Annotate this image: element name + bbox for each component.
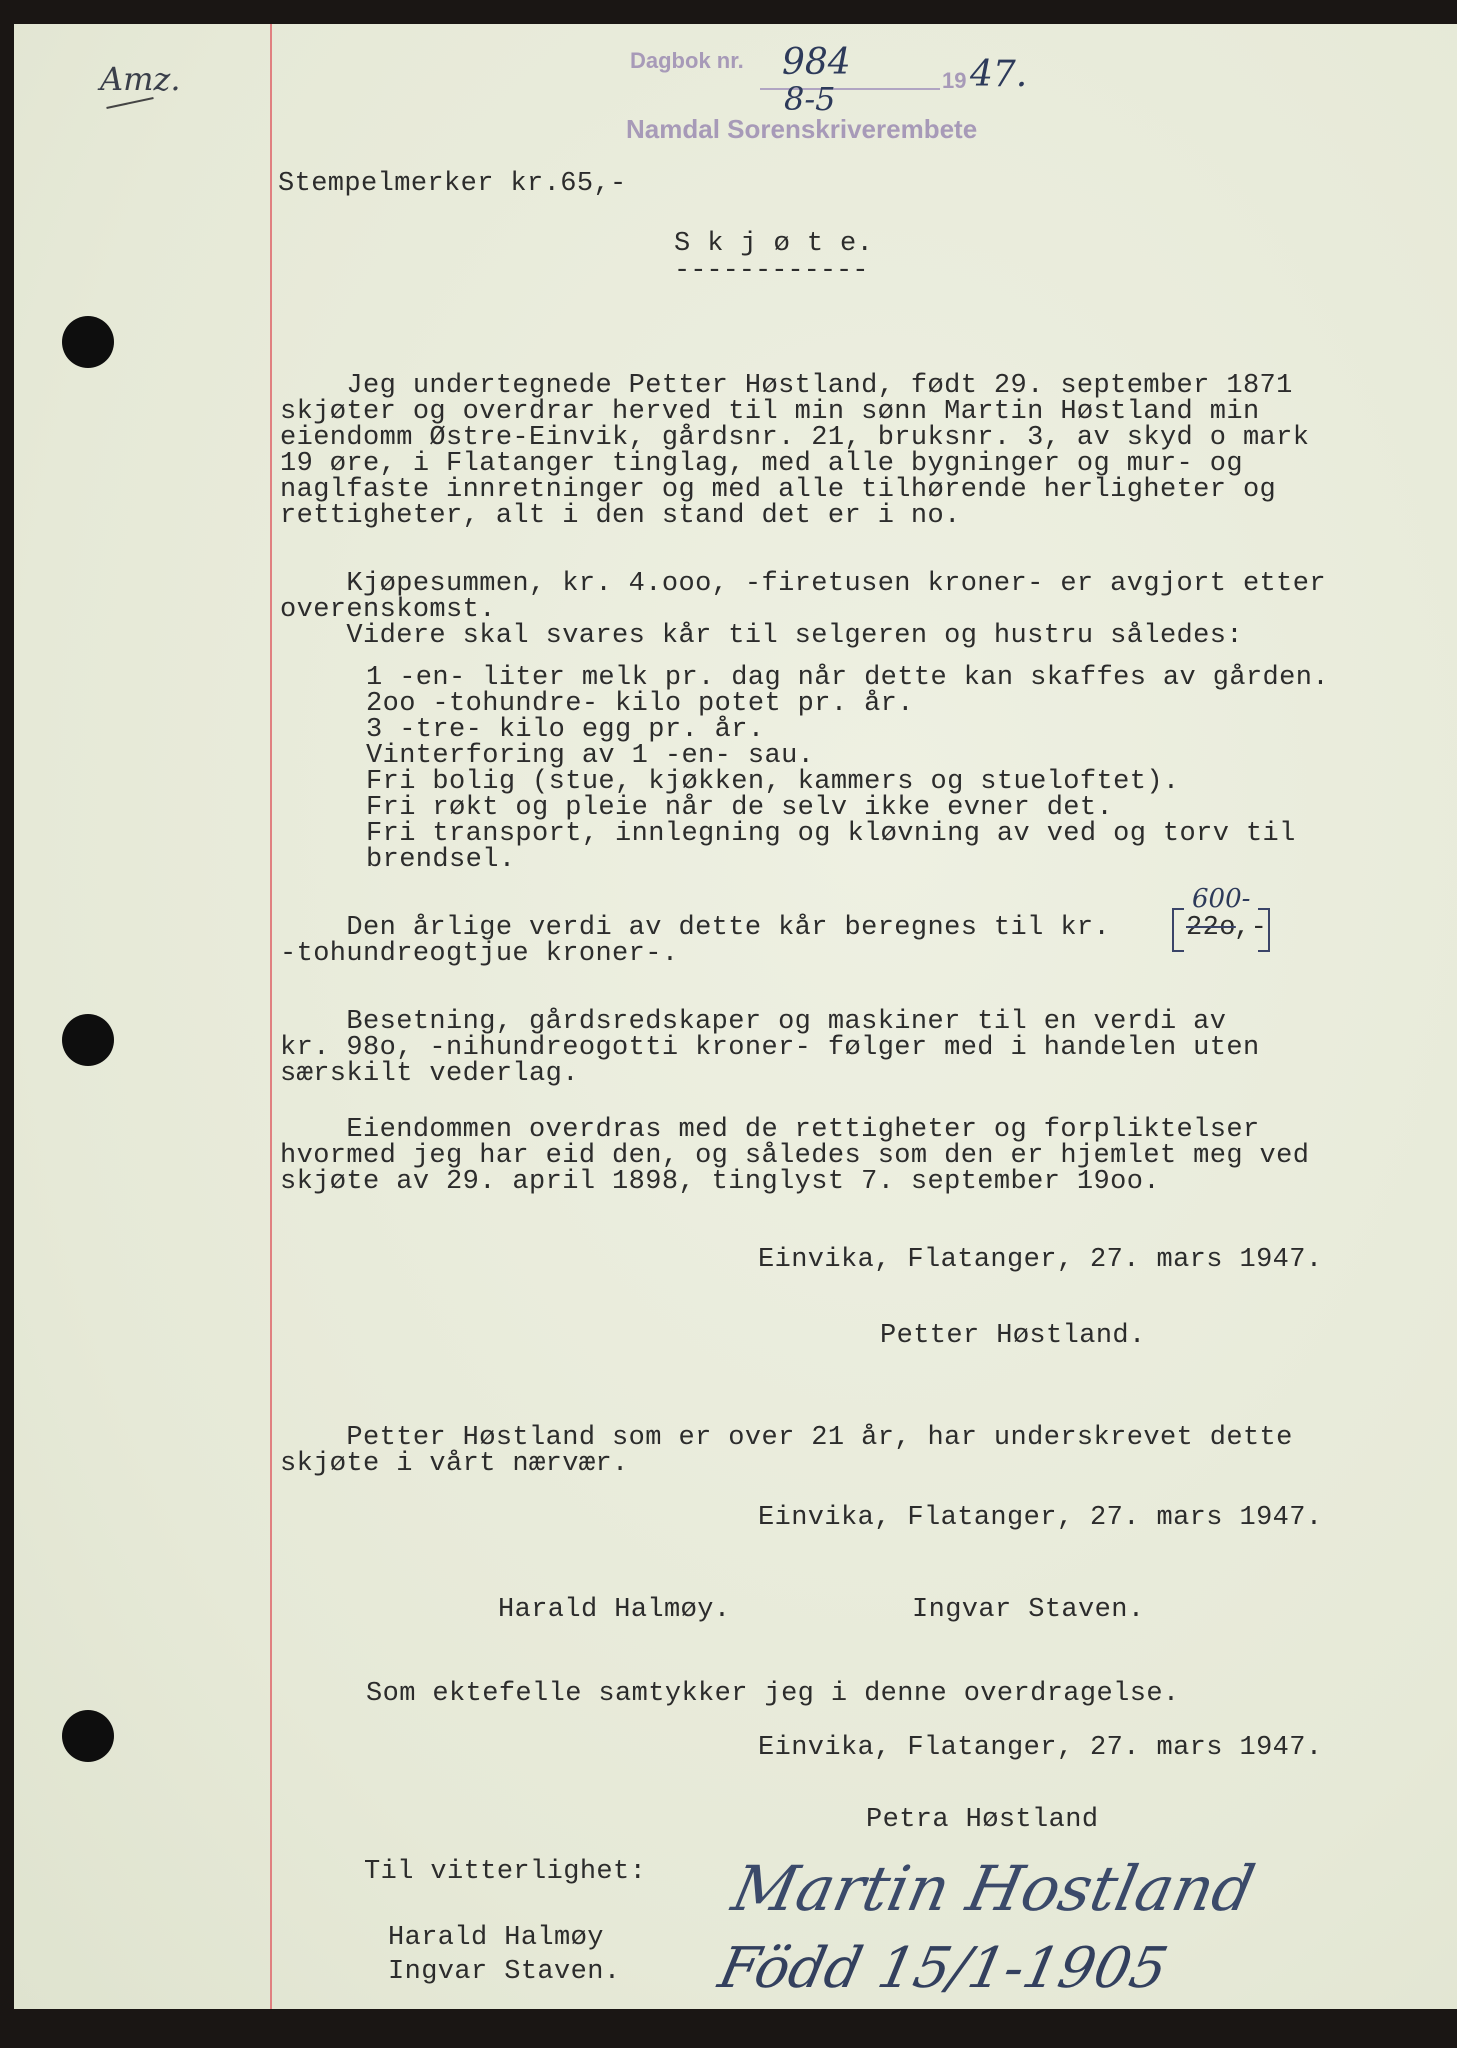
- stamp-duty: Stempelmerker kr.65,-: [278, 169, 627, 199]
- list-item: brendsel.: [366, 845, 516, 875]
- title-underline: ------------: [674, 256, 869, 286]
- attest-witness-1: Harald Halmøy: [388, 1923, 604, 1953]
- punch-hole: [62, 1014, 114, 1066]
- attest-witness-2: Ingvar Staven.: [388, 1957, 621, 1987]
- signature-seller: Petter Høstland.: [880, 1321, 1146, 1351]
- list-item: Fri bolig (stue, kjøkken, kammers og stueloftet).: [366, 767, 1180, 797]
- witness-statement-line-1: Petter Høstland som er over 21 år, har underskrevet dette: [280, 1423, 1293, 1453]
- list-item: 2oo -tohundre- kilo potet pr. år.: [366, 689, 914, 719]
- list-item: 1 -en- liter melk pr. dag når dette kan skaffes av gården.: [366, 663, 1329, 693]
- document-page: Amz. Dagbok nr. 984 8-5 19 47. Namdal Sorenskriverembete Stempelmerker kr.65,- S k j ø t e. ------------ Jeg undertegnede Petter Høstland, født 29. september 1871 skjøter og overdrar herved til min sønn Martin Høstland min eiendomm Østre-Einvik, gårdsnr. 21, bruksnr. 3, av skyd o mark 19 øre, i Flatanger tinglag, med alle bygninger og mur- og naglfaste innretninger og med alle tilhørende herligheter og rettigheter, alt i den stand det er i no. Kjøpesummen, kr. 4.ooo, -firetusen kroner- er avgjort etter overenskomst. Videre skal svares kår til selgeren og hustru således: 1 -en- liter melk pr. dag når dette kan skaffes av gården. 2oo -tohundre- kilo potet pr. år. 3 -tre- kilo egg pr. år. Vinterforing av 1 -en- sau. Fri bolig (stue, kjøkken, kammers og stueloftet). Fri røkt og pleie når de selv ikke evner det. Fri transport, innlegning og kløvning av ved og torv til brendsel. Den årlige verdi av dette kår beregnes til kr. 22o ,- 600- -tohundreogtjue kroner-. Besetning, gårdsredskaper og maskiner til en verdi av kr. 98o, -nihundreogotti kroner- følger med i handelen uten særskilt vederlag. Eiendommen overdras med de rettigheter og forpliktelser hvormed jeg har eid den, og således som den er hjemlet meg ved skjøte av 29. april 1898, tinglyst 7. september 19oo. Einvika, Flatanger, 27. mars 1947. Petter Høstland. Petter Høstland som er over 21 år, har underskrevet dette skjøte i vårt nærvær. Einvika, Flatanger, 27. mars 1947. Harald Halmøy. Ingvar Staven. Som ektefelle samtykker jeg i denne overdragelse. Einvika, Flatanger, 27. mars 1947. Petra Høstland Til vitterlighet: Harald Halmøy Ingvar Staven. Martin Hostland Född 15/1-1905: [14, 24, 1457, 2009]
- dagbok-date: 8-5: [784, 80, 836, 118]
- stamp-year-prefix: 19: [942, 68, 967, 93]
- handwritten-correction: 600-: [1192, 884, 1251, 914]
- buyer-birth-note: Född 15/1-1905: [713, 1936, 1174, 2001]
- correction-bracket-right: [1258, 908, 1270, 952]
- list-item: Fri transport, innlegning og kløvning av ved og torv til: [366, 819, 1296, 849]
- dagbok-number: 984: [782, 42, 851, 83]
- witness-statement-line-2: skjøte i vårt nærvær.: [280, 1449, 629, 1479]
- correction-bracket-left: [1172, 908, 1184, 952]
- place-date-3: Einvika, Flatanger, 27. mars 1947.: [758, 1733, 1323, 1763]
- list-item: 3 -tre- kilo egg pr. år.: [366, 715, 765, 745]
- margin-rule: [270, 24, 272, 2009]
- witness-1: Harald Halmøy.: [498, 1595, 731, 1625]
- stamp-office: Namdal Sorenskriverembete: [626, 114, 978, 144]
- signature-spouse: Petra Høstland: [866, 1805, 1099, 1835]
- attestation-label: Til vitterlighet:: [364, 1857, 647, 1887]
- list-item: Vinterforing av 1 -en- sau.: [366, 741, 815, 771]
- struck-value: 22o: [1186, 913, 1236, 943]
- place-date-1: Einvika, Flatanger, 27. mars 1947.: [758, 1245, 1323, 1275]
- punch-hole: [62, 316, 114, 368]
- stamp-year: 47.: [970, 54, 1028, 95]
- document-title: S k j ø t e.: [674, 229, 874, 259]
- punch-hole: [62, 1710, 114, 1762]
- list-item: Fri røkt og pleie når de selv ikke evner det.: [366, 793, 1114, 823]
- buyer-signature: Martin Hostland: [726, 1852, 1261, 1925]
- witness-2: Ingvar Staven.: [912, 1595, 1145, 1625]
- margin-note-underline: [106, 97, 153, 109]
- margin-note: Amz.: [100, 60, 181, 98]
- spouse-consent: Som ektefelle samtykker jeg i denne overdragelse.: [366, 1679, 1180, 1709]
- stamp-dagbok-label: Dagbok nr.: [630, 48, 744, 73]
- place-date-2: Einvika, Flatanger, 27. mars 1947.: [758, 1503, 1323, 1533]
